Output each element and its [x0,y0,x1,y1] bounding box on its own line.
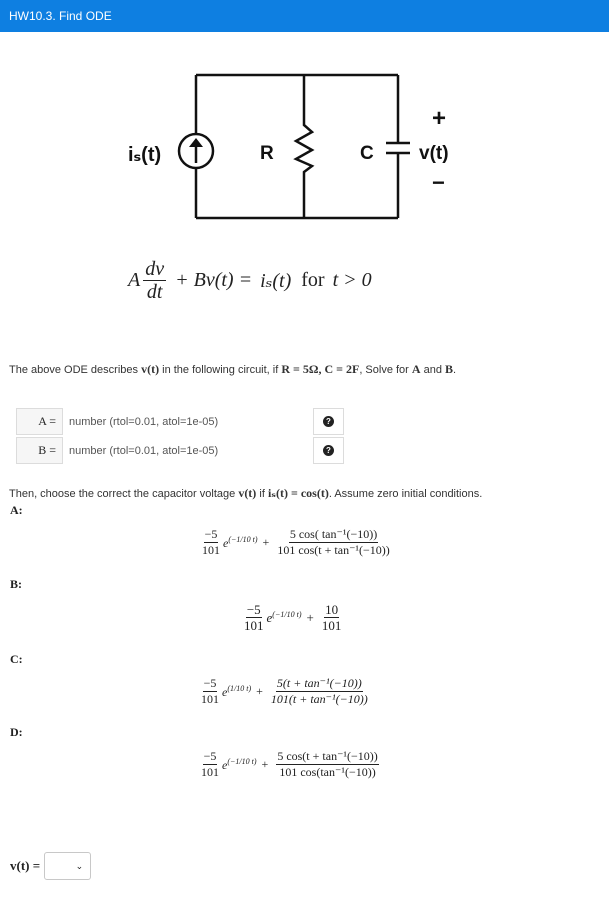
problem-a: A [411,362,421,376]
option-b-coef-den: 101 [244,618,264,633]
problem-statement [9,362,456,377]
plus-sign: + [432,105,447,132]
option-b-exp: $e^{(-1/10 t)}$ [266,609,302,625]
page-title: HW10.3. Find ODE [9,9,112,23]
ode-rhs: iₛ(t) [260,270,292,292]
b-help-button[interactable] [313,438,343,463]
chevron-down-icon: ⌄ [75,861,84,871]
option-a-coef-num: −5 [204,527,218,541]
option-b-rhs-den: 101 [321,618,342,633]
answer-select[interactable] [44,852,91,880]
q2-text-2: if [256,488,268,500]
option-a-plus: + [262,535,270,549]
ode-coef-a: A [128,269,141,291]
problem-conditions: R = 5Ω, C = 2F [281,362,360,376]
option-b-rhs [322,602,342,633]
option-a-coef [202,527,220,558]
option-c-rhs [271,676,368,707]
a-input[interactable] [63,408,313,435]
option-a-exp-den: 10 [242,534,251,544]
problem-v: v(t) [141,362,160,376]
option-c-coef-num: −5 [203,676,217,690]
question2-statement [9,486,482,501]
option-b-exp-num: −1 [274,609,285,619]
option-b-rhs-num: 10 [325,602,339,617]
option-b-coef [244,602,264,633]
help-icon: ? [323,416,334,427]
problem-text-1: The above ODE describes [9,364,142,376]
option-a-label: A : [10,503,23,518]
answer-select-wrap [44,852,91,880]
option-d-label: D : [10,725,23,740]
option-d-coef-num: −5 [203,749,217,763]
ode-condition: t > 0 [332,269,372,291]
b-input[interactable] [63,437,313,464]
minus-sign: − [432,170,445,195]
answer-label: v(t) = [10,858,41,873]
option-c-exp: $e^{(1/10 t)}$ [222,683,252,699]
problem-b: B [445,362,454,376]
option-d-rhs-den: 101 cos(tan⁻¹(−10)) [279,765,376,779]
capacitor-label: C [360,143,374,164]
resistor-zigzag [296,75,312,218]
ode-middle: + Bv(t) = [175,269,253,291]
help-icon: ? [323,445,334,456]
problem-and: and [420,364,446,376]
option-b-exp-den: 10 [286,609,295,619]
option-a-exp-num: −1 [231,534,241,544]
option-a-rhs [277,527,389,558]
option-d-plus: + [261,757,269,771]
option-b-plus: + [306,609,314,625]
option-d-rhs-num: 5 cos(t + tan⁻¹(−10)) [277,749,378,763]
option-d-exp-num: −1 [230,756,240,766]
q2-v: v(t) [238,486,257,500]
option-c-exp-num: 1 [230,683,234,693]
voltage-label: v(t) [419,143,449,164]
b-input-label: B = [17,438,63,463]
option-c-rhs-den: 101(t + tan⁻¹(−10)) [270,692,368,706]
option-c-exp-den: 10 [236,683,245,693]
resistor-label: R [260,143,274,164]
option-d-coef-den: 101 [201,765,219,779]
a-input-label: A = [17,409,63,434]
option-b-expression [241,602,344,633]
option-d-exp-den: 10 [241,756,250,766]
option-c-rhs-num: 5(t + tan⁻¹(−10)) [276,676,362,690]
problem-text-2: in the following circuit, if [159,364,282,376]
current-source-arrowhead [189,138,203,147]
option-b-coef-num: −5 [246,602,261,617]
option-a-exp: $e^{(-1/10 t)}$ [223,534,258,550]
problem-end: . [453,364,457,376]
option-d-expression [198,749,382,780]
option-c-plus: + [256,684,263,698]
ode-derivative-den: dt [146,281,163,303]
q2-is-eq: iₛ(t) = cos(t) [267,486,329,500]
option-a-rhs-num: 5 cos( tan⁻¹(−10)) [289,527,378,541]
q2-text-3: . Assume zero initial conditions. [328,488,483,500]
option-c-label: C : [10,652,23,667]
option-a-rhs-den: 101 cos(t + tan⁻¹(−10)) [277,543,390,557]
option-a-expression [199,527,393,558]
ode-derivative-num: dv [145,258,165,280]
source-label: iₛ(t) [128,144,162,166]
option-d-coef [201,749,219,780]
b-input-group [16,437,344,464]
problem-text-3: , Solve for [359,364,412,376]
option-c-coef-den: 101 [201,692,219,706]
option-d-exp: $e^{(-1/10 t)}$ [222,756,257,772]
ode-derivative [143,258,166,303]
option-c-expression [198,676,371,707]
option-a-coef-den: 101 [202,543,220,557]
a-help-button[interactable] [313,409,343,434]
option-b-label: B : [10,577,22,592]
ode-for: for [301,269,325,291]
q2-text-1: Then, choose the correct the capacitor voltage [9,488,239,500]
option-c-coef [201,676,219,707]
a-input-group [16,408,344,435]
option-d-rhs [276,749,378,780]
ode-equation [128,258,372,303]
circuit-diagram [0,0,609,240]
answer-row [10,852,91,880]
